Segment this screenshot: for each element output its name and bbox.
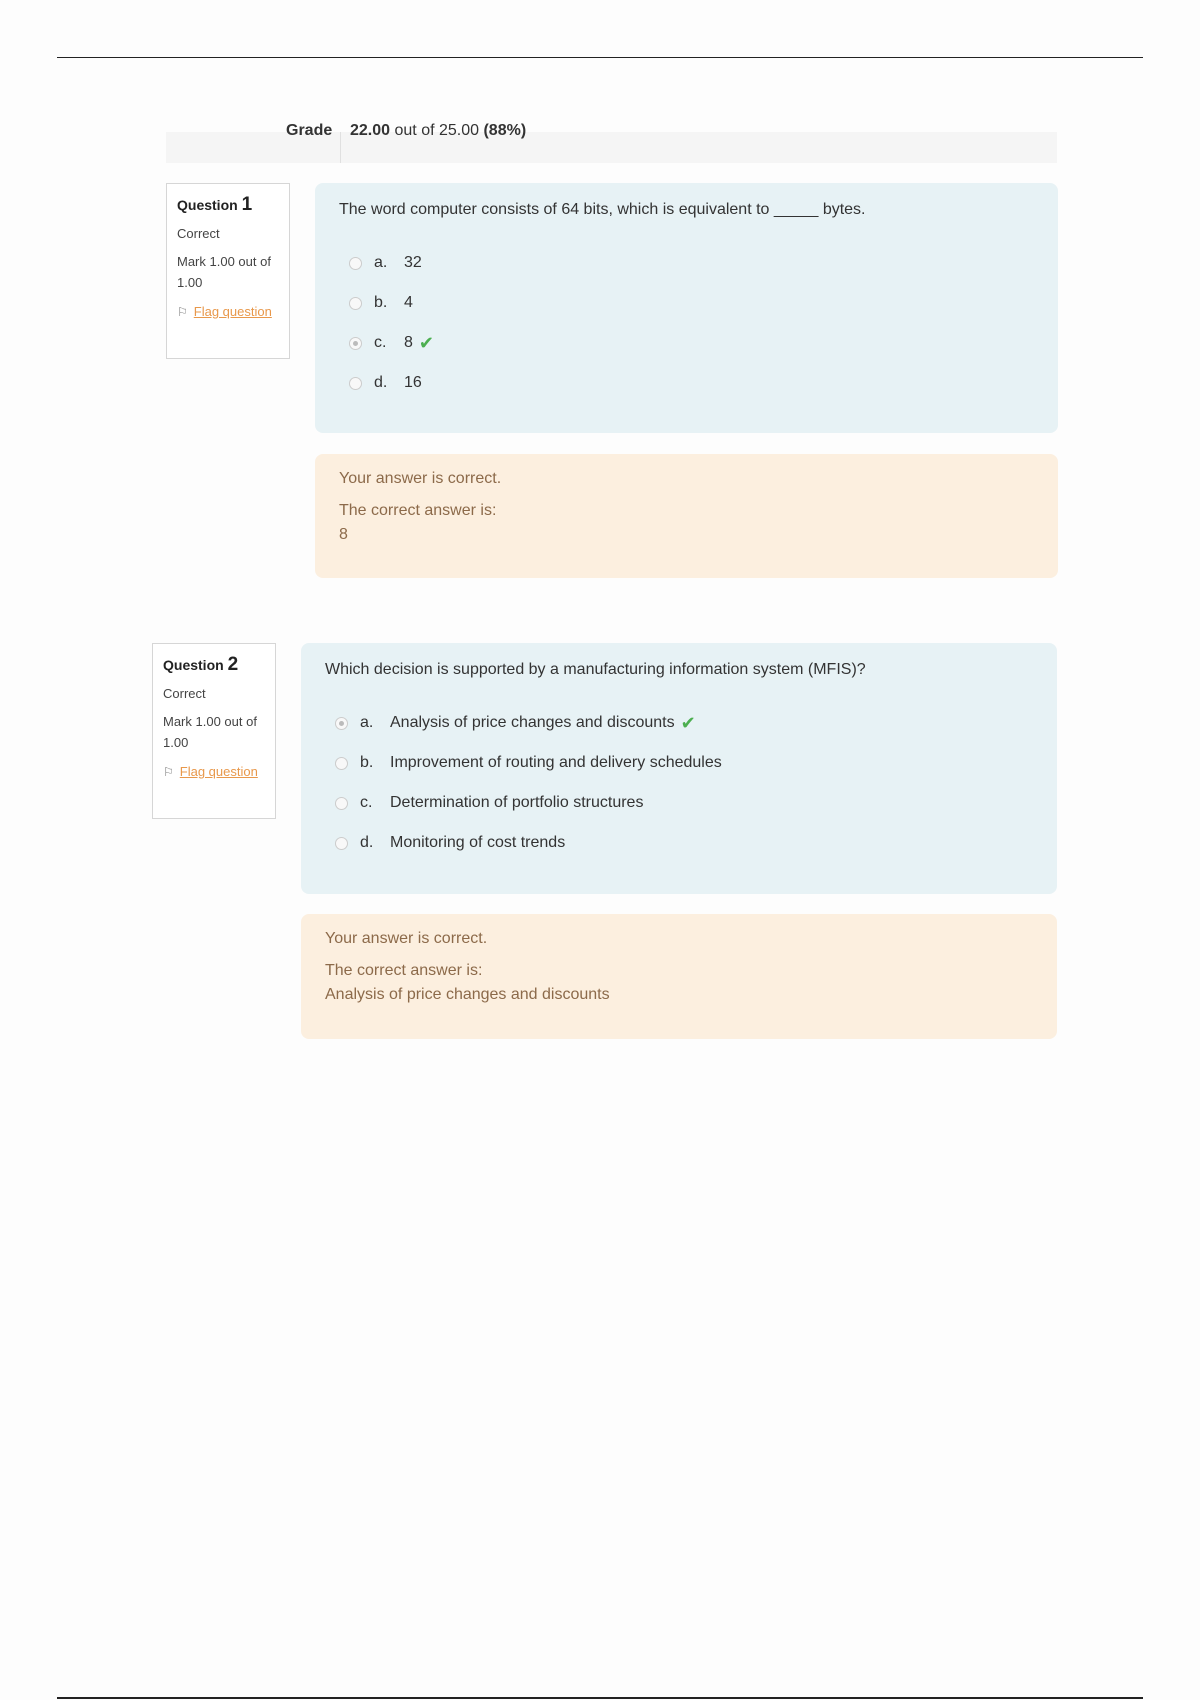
answer-letter: d. [374, 374, 388, 391]
answer-radio[interactable] [335, 757, 348, 770]
flag-label[interactable]: Flag question [193, 304, 272, 319]
question-label: Question [177, 197, 238, 213]
answer-text: Monitoring of cost trends [390, 834, 566, 851]
question-state: Correct [177, 226, 220, 241]
question-number [163, 654, 265, 676]
answer-option[interactable] [339, 283, 1034, 323]
grade-total: out of 25.00 [394, 122, 480, 139]
answer-letter: a. [374, 254, 388, 271]
answer-option[interactable] [325, 703, 1033, 743]
grade-summary-row [166, 122, 1057, 163]
question-num: 1 [241, 194, 253, 215]
answer-text: Determination of portfolio structures [390, 794, 644, 811]
question-info-2 [152, 643, 276, 819]
question-label: Question [163, 657, 224, 673]
question-outcome-1 [315, 454, 1058, 578]
question-formulation-2 [301, 643, 1057, 894]
bottom-rule [57, 1697, 1143, 1699]
grade-score: 22.00 [350, 122, 391, 139]
flag-question-link[interactable] [163, 761, 265, 782]
right-answer-label: The correct answer is: [325, 962, 483, 979]
feedback-text: Your answer is correct. [325, 930, 488, 947]
answer-text: 16 [404, 374, 422, 391]
answer-text: 8 [404, 334, 413, 351]
question-text: The word computer consists of 64 bits, which is equivalent to _____ bytes. [339, 201, 866, 218]
answer-radio-selected[interactable] [335, 717, 348, 730]
flag-icon: ⚐ [177, 305, 188, 319]
answer-text: 32 [404, 254, 422, 271]
answer-option[interactable] [325, 783, 1033, 823]
question-mark: Mark 1.00 out of 1.00 [177, 254, 271, 290]
answer-option[interactable] [339, 363, 1034, 403]
answer-radio[interactable] [335, 837, 348, 850]
answer-option[interactable] [339, 243, 1034, 283]
top-rule [57, 57, 1143, 58]
right-answer: Analysis of price changes and discounts [325, 986, 610, 1003]
answer-radio[interactable] [349, 297, 362, 310]
answer-option[interactable] [339, 323, 1034, 363]
answer-letter: b. [374, 294, 388, 311]
question-info-1 [166, 183, 290, 359]
right-answer: 8 [339, 526, 348, 543]
question-outcome-2 [301, 914, 1057, 1039]
flag-question-link[interactable] [177, 301, 279, 322]
answer-letter: c. [374, 334, 387, 351]
grade-percent: (88%) [483, 122, 527, 139]
flag-label[interactable]: Flag question [179, 764, 258, 779]
answer-letter: d. [360, 834, 374, 851]
grade-separator [340, 132, 341, 163]
answer-radio-selected[interactable] [349, 337, 362, 350]
question-formulation-1 [315, 183, 1058, 433]
grade-label: Grade [286, 122, 333, 139]
answer-letter: b. [360, 754, 374, 771]
question-mark: Mark 1.00 out of 1.00 [163, 714, 257, 750]
answer-radio[interactable] [349, 377, 362, 390]
answer-radio[interactable] [349, 257, 362, 270]
answer-option[interactable] [325, 823, 1033, 863]
answer-text: 4 [404, 294, 413, 311]
right-answer-label: The correct answer is: [339, 502, 497, 519]
answer-letter: a. [360, 714, 374, 731]
question-text: Which decision is supported by a manufacturing information system (MFIS)? [325, 661, 866, 678]
check-icon: ✔ [418, 332, 434, 353]
grade-value [350, 122, 526, 140]
answer-radio[interactable] [335, 797, 348, 810]
check-icon: ✔ [680, 712, 696, 733]
answer-option[interactable] [325, 743, 1033, 783]
answer-letter: c. [360, 794, 373, 811]
question-num: 2 [227, 654, 239, 675]
answer-text: Analysis of price changes and discounts [390, 714, 675, 731]
question-number [177, 194, 279, 216]
feedback-text: Your answer is correct. [339, 470, 502, 487]
flag-icon: ⚐ [163, 765, 174, 779]
answer-text: Improvement of routing and delivery schedules [390, 754, 722, 771]
question-state: Correct [163, 686, 206, 701]
